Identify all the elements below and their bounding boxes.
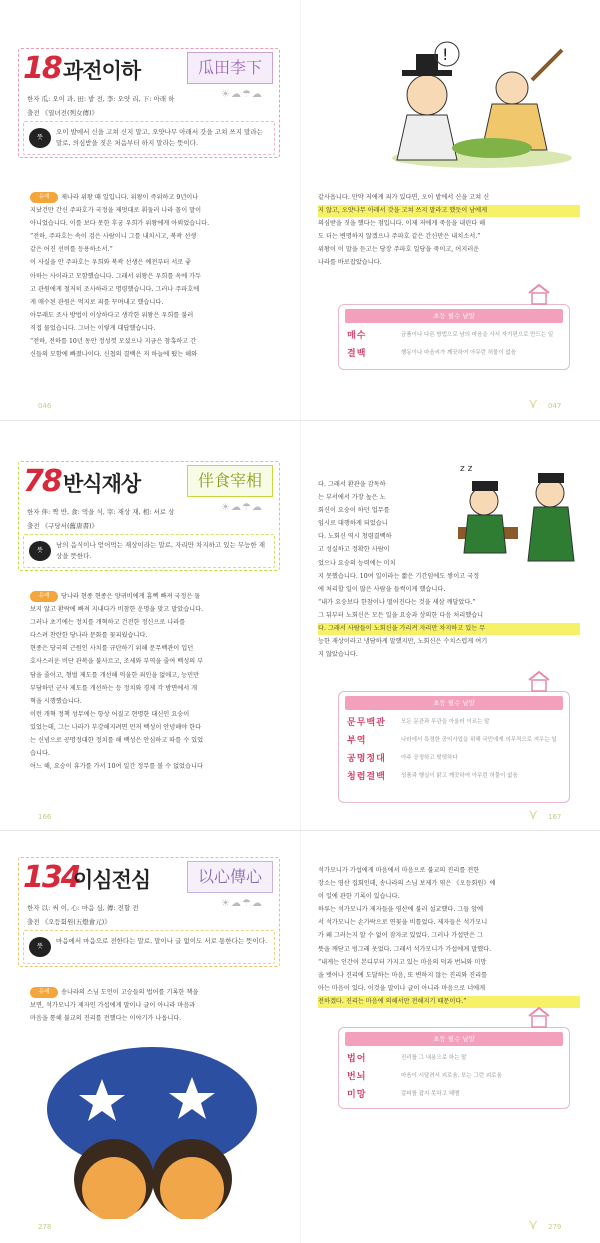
story-line: 석가모니가 가섭에게 마음에서 마음으로 불교의 진리를 전한 <box>318 867 480 874</box>
story-line: 지 못했습니다. 10여 일이라는 짧은 기간임에도 쌓이고 국정 <box>318 572 480 580</box>
story-left <box>30 192 282 362</box>
story-tag: 유래 <box>30 591 58 602</box>
meaning-tag: 뜻 <box>29 937 51 957</box>
vocab-title: 초등 필수 낱말 <box>345 696 563 710</box>
story-right <box>318 192 580 271</box>
vocab-row <box>347 345 561 359</box>
vocab-def: 갈피를 잡지 못하고 헤맴 <box>401 1091 460 1097</box>
story-line: 아하는 사이라고 모함했습니다. 그래서 위왕은 우희를 옥에 가두 <box>30 272 202 280</box>
vocab-word: 공명정대 <box>347 753 386 764</box>
story-line: 이 사실을 안 주파호는 우희와 북곽 선생은 예전부터 서로 좋 <box>30 259 192 267</box>
idiom-hanja: 瓜田李下 <box>187 52 273 84</box>
idiom-number: 134 <box>23 860 80 895</box>
story-line: 아니었습니다. 이를 보다 못한 후궁 우희가 위왕에게 아뢰었습니다. <box>30 220 210 228</box>
meaning-text: 오이 밭에서 신을 고쳐 신지 말고, 오얏나무 아래서 갓을 고쳐 쓰지 말라는 말로, 의심받을 짓은 처음부터 하지 말라는 뜻이다. <box>56 128 263 147</box>
story-line: 직접 물었습니다. 그녀는 이렇게 대답했습니다. <box>30 324 156 332</box>
vocab-word: 청렴결백 <box>347 771 386 782</box>
vocab-box <box>338 1027 570 1109</box>
vocab-word: 법어 <box>347 1053 367 1064</box>
two-children-illustration <box>42 1039 262 1219</box>
story-line: 뜻을 깨닫고 빙그레 웃었다. 그래서 석가모니가 가섭에게 말했다. <box>318 945 492 953</box>
story-line: “내게는 인간이 본디부터 가지고 있는 마음의 덕과 번뇌와 미망 <box>318 958 487 966</box>
vocab-title: 초등 필수 낱말 <box>345 1032 563 1046</box>
story-line: 아는 마음이 있다. 이것을 말이나 글이 아니라 마음으로 너에게 <box>318 984 486 992</box>
story-line: 었으나 요숭의 능력에는 미치 <box>318 559 396 567</box>
story-line: 는 부서에서 가장 높은 노 <box>318 494 386 502</box>
story-line: 서 석가모니는 손가락으로 연꽃을 비틀었다. 제자들은 석가모니 <box>318 919 488 927</box>
idiom-source: 출전 《구당서(舊唐書)》 <box>27 522 99 530</box>
story-line: 호사스러운 비단 관복을 불사르고, 조세와 부역을 줄여 백성의 부 <box>30 658 204 666</box>
vocab-def: 진리를 그 내용으로 하는 말 <box>401 1055 467 1061</box>
story-line: 는 신념으로 공명정대한 정치를 해 백성은 안심하고 따를 수 있었 <box>30 737 204 745</box>
page-gutter <box>300 421 301 830</box>
ministers-illustration <box>448 457 588 565</box>
vocab-word: 부역 <box>347 735 367 746</box>
story-line: 이런 개혁 정책 성무에는 항상 어질고 현명한 대신인 요숭이 <box>30 710 190 718</box>
vocab-box <box>338 691 570 803</box>
weather-icons: ☀☁☂☁ <box>221 898 263 909</box>
vocab-word: 결백 <box>347 348 367 359</box>
vocab-def: 마음이 시달려서 괴로움, 또는 그런 괴로움 <box>401 1073 502 1079</box>
story-line: 다. 그래서 환관을 감독하 <box>318 481 386 488</box>
story-line: 나라를 바로잡았습니다. <box>318 259 382 267</box>
vocab-row <box>347 1050 561 1064</box>
story-line: 같은 어진 선비를 등용하소서.” <box>30 246 113 254</box>
svg-text:z z: z z <box>460 464 473 474</box>
story-line: 의심받을 짓을 했다는 점입니다. 이제 저에게 죽음을 내린다 해 <box>318 220 486 228</box>
vocab-def: 행동이나 마음씨가 깨끗하여 아무런 허물이 없음 <box>401 350 517 356</box>
story-line: 같사옵니다. 만약 저에게 죄가 있다면, 오이 밭에서 신을 고쳐 신 <box>318 194 490 201</box>
idiom-source: 출전 《열녀전(列女傳)》 <box>27 109 99 117</box>
sprig-icon: ⋎ <box>528 396 539 412</box>
vocab-row <box>347 750 561 764</box>
story-tag: 유래 <box>30 192 58 203</box>
story-right <box>318 865 580 1009</box>
meaning-tag: 뜻 <box>29 541 51 561</box>
idiom-title-box <box>18 48 280 158</box>
page-gutter <box>300 0 301 420</box>
page-gutter <box>300 831 301 1243</box>
story-tag: 유래 <box>30 987 58 998</box>
meaning-box <box>23 930 275 964</box>
story-line: 현종은 당국의 근원인 사치를 규탄하기 위해 문무백관이 입던 <box>30 645 194 653</box>
story-line: 하루는 석가모니가 제자들을 영산에 불러 설교했다. 그들 앞에 <box>318 906 484 914</box>
story-line: 이 일에 관한 기록이 있습니다. <box>318 893 400 901</box>
hanja-gloss: 한자 伴: 짝 반, 食: 먹을 식, 宰: 재상 재, 相: 서로 상 <box>27 508 175 516</box>
meaning-box <box>23 121 275 155</box>
spread-3 <box>0 830 600 1243</box>
idiom-title-box <box>18 857 280 967</box>
idiom-number: 18 <box>23 51 61 86</box>
story-line: 지났건만 간신 주파호가 국정을 제멋대로 휘둘러 나라 꼴이 말이 <box>30 207 202 215</box>
story-line: 다스려 찬란한 당나라 문화를 꽃피웠습니다. <box>30 632 148 640</box>
story-line: 어느 해, 요숭이 휴가를 가서 10여 일간 정무를 볼 수 없었습니다 <box>30 763 203 771</box>
story-line: 고 성실하고 정확한 사람이 <box>318 546 390 554</box>
page-number-left: 278 <box>38 1223 52 1231</box>
story-line: 을 벗어나 진리에 도달하는 마음, 또 변하지 않는 진리와 진리를 <box>318 971 488 979</box>
story-line: 그 뒤부터 노회신은 모든 일을 요숭과 상의한 다음 처리했습니 <box>318 611 484 619</box>
sprig-icon: ⋎ <box>528 1217 539 1233</box>
vocab-title: 초등 필수 낱말 <box>345 309 563 323</box>
idiom-title: 이심전심 <box>73 868 151 892</box>
story-line-highlight: 다. 그래서 사람들이 노회신을 가리켜 자리만 차지하고 있는 무 <box>318 623 580 635</box>
idiom-source: 출전 《오등회원(五燈會元)》 <box>27 918 111 926</box>
vocab-row <box>347 714 561 728</box>
story-line: 다. 노회신 역시 청렴결백하 <box>318 533 392 541</box>
vocab-word: 문무백관 <box>347 717 386 728</box>
story-line: “내가 요숭보다 한참이나 떨어진다는 것을 새삼 깨달았다.” <box>318 598 476 606</box>
story-line: 장소는 영산 집회인데, 송나라의 스님 보제가 엮은 《오등회원》에 <box>318 880 496 888</box>
page-number-left: 046 <box>38 402 52 410</box>
house-icon <box>527 670 551 692</box>
page-number-right: 047 <box>548 402 562 410</box>
spread-2 <box>0 420 600 830</box>
story-line: 지 않았습니다. <box>318 651 358 659</box>
page-number-right: 167 <box>548 813 562 821</box>
story-line: 혁을 시행했습니다. <box>30 697 82 705</box>
vocab-row <box>347 1068 561 1082</box>
story-line: 습니다. <box>30 750 50 758</box>
idiom-title: 반식재상 <box>63 472 141 496</box>
story-line: “전하, 전하를 10년 동안 정성껏 모셨으나 지금은 참혹하고 간 <box>30 338 197 346</box>
story-line: 도 더는 변명하지 않겠으나 주파호 같은 간신만은 내치소서.” <box>318 233 481 241</box>
page-number-left: 166 <box>38 813 52 821</box>
idiom-title: 과전이하 <box>63 59 141 83</box>
vocab-row <box>347 327 561 341</box>
vocab-word: 매수 <box>347 330 367 341</box>
vocab-def: 나라에서 특정한 공익사업을 위해 국민에게 의무적으로 지우는 일 <box>401 737 557 743</box>
story-left <box>30 591 282 774</box>
vocab-def: 아주 공정하고 떳떳하다 <box>401 755 458 761</box>
idiom-hanja: 伴食宰相 <box>187 465 273 497</box>
meaning-tag: 뜻 <box>29 128 51 148</box>
story-line: 게 매수된 관원은 억지로 죄를 꾸며내고 했습니다. <box>30 298 164 306</box>
story-line: 제나라 위왕 때 일입니다. 위왕이 즉위하고 9년이나 <box>61 194 199 201</box>
house-icon <box>527 1006 551 1028</box>
hanja-gloss: 한자 瓜: 오이 과, 田: 밭 전, 李: 오얏 리, 下: 아래 하 <box>27 95 175 103</box>
vocab-def: 성품과 행실이 맑고 깨끗하여 아무런 허물이 없음 <box>401 773 518 779</box>
story-line-highlight: 전하겠다. 진리는 마음에 의해서만 전해지기 때문이다.” <box>318 996 580 1008</box>
vocab-box <box>338 304 570 370</box>
meaning-text: 남의 음식이나 얻어먹는 재상이라는 말로, 자리만 차지하고 있는 무능한 재상을 뜻한다. <box>56 541 266 560</box>
story-line: 능한 재상이라고 냉담하게 말했지만, 노회신은 수치스럽게 여기 <box>318 638 488 646</box>
story-line: 부담하던 군사 제도를 개선하는 등 정치와 경제 각 방면에서 개 <box>30 684 198 692</box>
idiom-title-box <box>18 461 280 571</box>
weather-icons: ☀☁☂☁ <box>221 89 263 100</box>
story-line: 가 왜 그러는지 알 수 없어 잠자코 있었다. 그러나 가섭만은 그 <box>318 932 484 940</box>
story-line: 에 처리할 일이 많은 사람을 들썩이게 했습니다. <box>318 585 446 593</box>
vocab-word: 미망 <box>347 1089 367 1100</box>
vocab-row <box>347 768 561 782</box>
vocab-def: 모든 문관과 무관을 아울러 이르는 말 <box>401 719 490 725</box>
story-line: 그러나 초기에는 정치를 개혁하고 건전한 정신으로 나라를 <box>30 619 186 627</box>
weather-icons: ☀☁☂☁ <box>221 502 263 513</box>
story-line: 위왕이 이 말을 듣고는 당장 주파호 일당을 죽이고, 어지러운 <box>318 246 480 254</box>
story-line: 마음을 통해 불교의 진리를 전했다는 이야기가 나옵니다. <box>30 1015 182 1023</box>
story-left <box>30 987 282 1026</box>
story-line: 임시로 대행하게 되었습니 <box>318 520 388 528</box>
page-number-right: 279 <box>548 1223 562 1231</box>
sprig-icon: ⋎ <box>528 807 539 823</box>
vocab-row <box>347 1086 561 1100</box>
idiom-number: 78 <box>23 464 61 499</box>
idiom-hanja: 以心傳心 <box>187 861 273 893</box>
story-line: 송나라의 스님 도언이 고승들의 법어를 기록한 책을 <box>61 989 199 996</box>
story-line: 보지 않고 환락에 빠져 지내다가 비참한 운명을 맞고 말았습니다. <box>30 606 204 614</box>
spread-1 <box>0 0 600 420</box>
story-line: 신들의 모함에 빠졌나이다. 신첩의 결백은 저 하늘에 떴는 해와 <box>30 351 198 359</box>
story-line: 아무래도 조사 방법이 이상하다고 생각한 위왕은 우희를 불러 <box>30 311 194 319</box>
story-line: 고 관원에게 철저히 조사하라고 명령했습니다. 그러나 주파호에 <box>30 285 200 293</box>
vocab-row <box>347 732 561 746</box>
house-icon <box>527 283 551 305</box>
hanja-gloss: 한자 以: 써 이, 心: 마음 심, 傳: 전할 전 <box>27 904 139 912</box>
story-line: “전하, 주파호는 속이 검은 사람이니 그를 내치시고, 북곽 선생 <box>30 233 197 241</box>
farmer-thief-illustration <box>372 40 582 170</box>
svg-text:!: ! <box>442 45 449 64</box>
story-line: 당나라 현종 현종은 양귀비에게 흠뻑 빠져 국정은 돌 <box>61 593 201 600</box>
story-line: 보면, 석가모니가 제자인 가섭에게 말이나 글이 아니라 마음과 <box>30 1002 196 1010</box>
meaning-text: 마음에서 마음으로 전한다는 말로, 말이나 글 없이도 서로 통한다는 뜻이다. <box>56 937 268 945</box>
meaning-box <box>23 534 275 568</box>
story-line-highlight: 지 않고, 오얏나무 아래서 갓을 고쳐 쓰지 말라고 했듯이 남에게 <box>318 205 580 217</box>
story-line: 담을 줄이고, 형벌 제도를 개선해 억울한 죄인을 없애고, 능민만 <box>30 671 200 679</box>
vocab-word: 번뇌 <box>347 1071 367 1082</box>
vocab-def: 금품이나 다른 방법으로 남의 마음을 사서 자기편으로 만드는 일 <box>401 332 554 338</box>
story-line: 있었는데, 그는 나라가 부강해지려면 먼저 백성이 안녕해야 한다 <box>30 723 202 731</box>
story-line: 회신이 요숭이 하던 업무를 <box>318 507 390 515</box>
